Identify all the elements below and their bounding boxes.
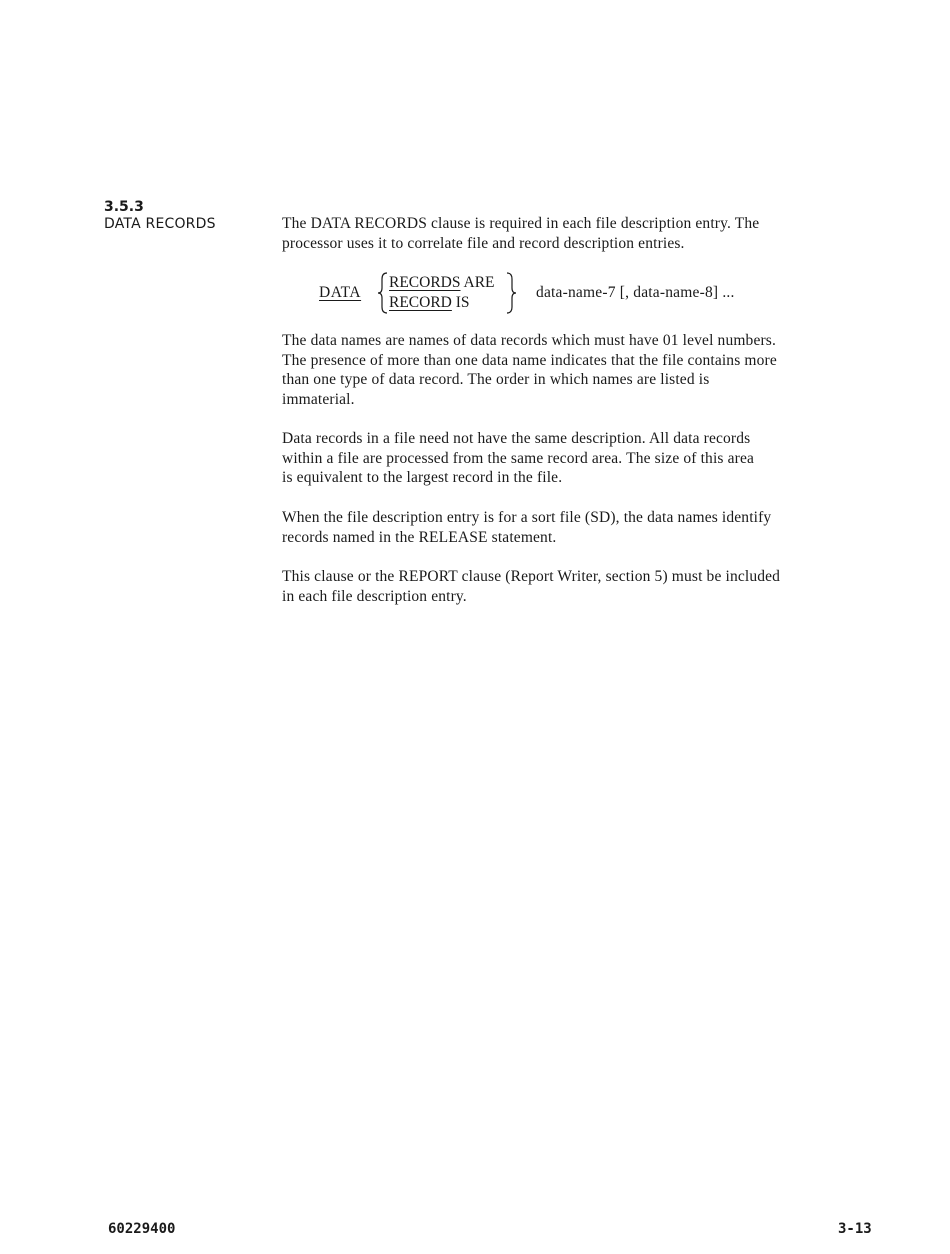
option2-suffix: IS	[451, 294, 470, 311]
paragraph-record-area: Data records in a file need not have the same description. All data records within a file are processed from the same record area. The size of this area is equivalent to the largest record in the file.	[282, 430, 755, 487]
option2-keyword: RECORD	[389, 294, 452, 311]
paragraph-intro: The DATA RECORDS clause is required in each file description entry. The processor uses it to correlate file and record description entries.	[282, 215, 760, 252]
syntax-format	[319, 270, 839, 316]
paragraph-sort-file: When the file description entry is for a sort file (SD), the data names identify records named in the RELEASE statement.	[282, 509, 772, 546]
footer-doc-number: 60229400	[108, 1221, 176, 1237]
footer-page-number: 3-13	[838, 1221, 872, 1237]
option1-suffix: ARE	[460, 274, 495, 291]
format-option-records-are	[389, 274, 495, 292]
format-operands: data-name-7 [, data-name-8] ...	[536, 284, 735, 301]
left-brace-icon	[377, 270, 389, 316]
section-title: DATA RECORDS	[104, 216, 216, 232]
format-keyword-data: DATA	[319, 284, 362, 301]
paragraph-report-clause: This clause or the REPORT clause (Report Writer, section 5) must be included in each file description entry.	[282, 568, 781, 605]
paragraph-data-names: The data names are names of data records which must have 01 level numbers. The presence of more than one data name indicates that the file contains more than one type of data record. The order in which names are listed is immaterial.	[282, 332, 777, 408]
format-option-record-is	[389, 294, 470, 312]
option1-keyword: RECORDS	[389, 274, 461, 291]
section-number: 3.5.3	[104, 199, 144, 215]
right-brace-icon	[505, 270, 517, 316]
